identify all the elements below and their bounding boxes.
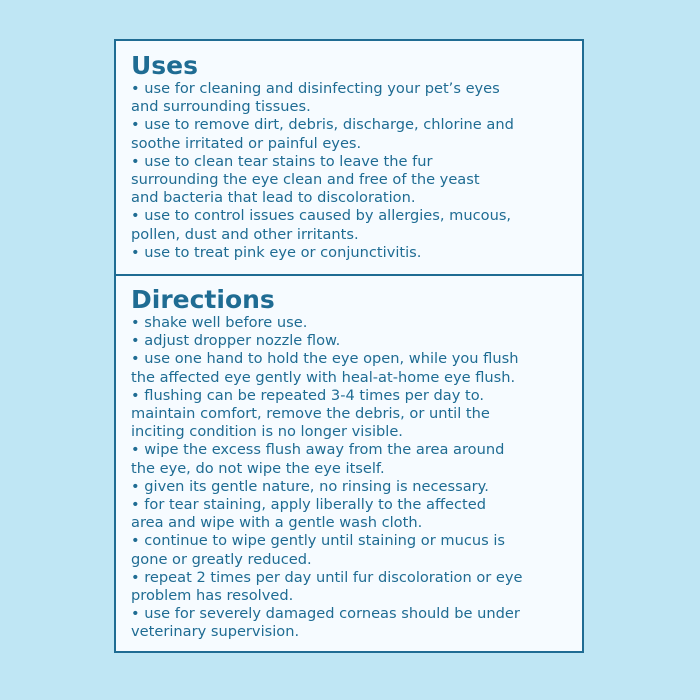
uses-list — [131, 80, 582, 262]
directions-item-1: • shake well before use. — [131, 314, 308, 331]
directions-item-4: • flushing can be repeated 3-4 times per day to. maintain comfort, remove the debris, or until the inciting condition is no longer visible. — [131, 386, 490, 441]
directions-item-7: • for tear staining, apply liberally to the affected area and wipe with a gentle wash cloth. — [131, 496, 486, 532]
directions-item-6: • given its gentle nature, no rinsing is necessary. — [131, 477, 489, 495]
uses-section — [116, 41, 582, 276]
directions-item-10: • use for severely damaged corneas should be under veterinary supervision. — [131, 605, 520, 641]
directions-heading: Directions — [131, 285, 275, 314]
directions-item-2: • adjust dropper nozzle flow. — [131, 332, 341, 350]
uses-item-2: • use to remove dirt, debris, discharge, chlorine and soothe irritated or painful eyes. — [131, 116, 514, 152]
uses-item-1: • use for cleaning and disinfecting your pet’s eyes and surrounding tissues. — [131, 80, 500, 116]
directions-list — [131, 314, 582, 642]
directions-section — [116, 276, 582, 651]
directions-item-9: • repeat 2 times per day until fur discoloration or eye problem has resolved. — [131, 568, 523, 605]
uses-item-5: • use to treat pink eye or conjunctivitis. — [131, 243, 422, 261]
uses-heading: Uses — [131, 51, 199, 80]
directions-item-8: • continue to wipe gently until staining or mucus is gone or greatly reduced. — [131, 532, 506, 568]
directions-item-5: • wipe the excess flush away from the area around the eye, do not wipe the eye itself. — [131, 441, 505, 477]
uses-item-4: • use to control issues caused by allergies, mucous, pollen, dust and other irritants. — [131, 207, 512, 243]
directions-item-3: • use one hand to hold the eye open, while you flush the affected eye gently with heal-at-home eye flush. — [131, 350, 519, 386]
instructions-card — [114, 39, 584, 653]
uses-item-3: • use to clean tear stains to leave the fur surrounding the eye clean and free of the yeast and bacteria that lead to discoloration. — [131, 152, 480, 207]
